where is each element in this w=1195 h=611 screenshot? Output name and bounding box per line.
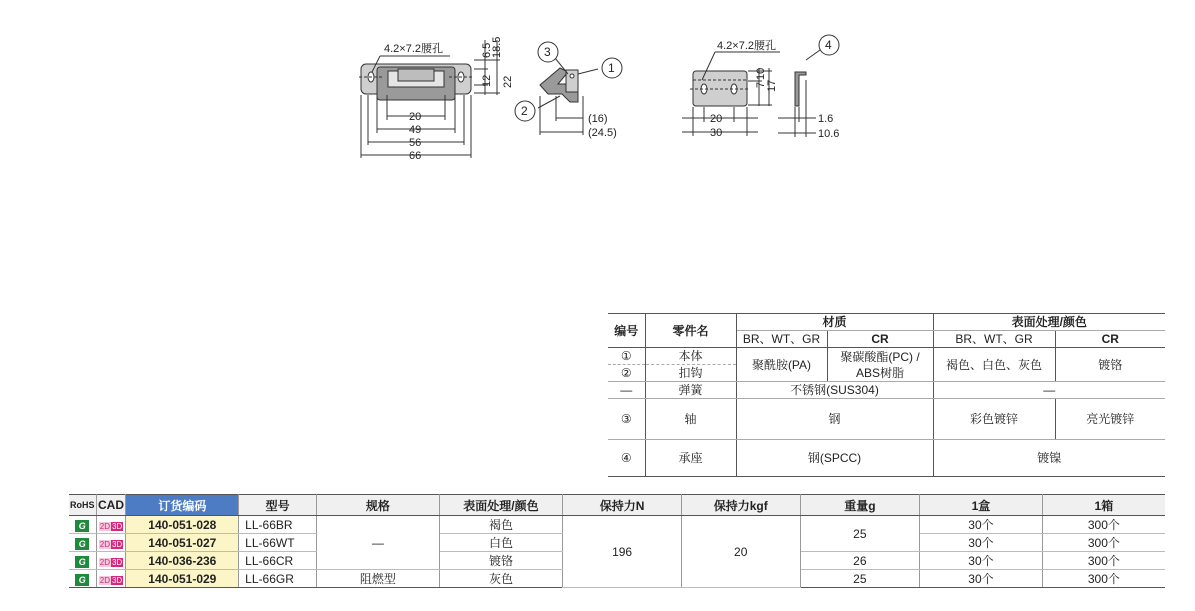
cad-3d-badge: 3D (111, 575, 123, 585)
box-qty: 30个 (920, 534, 1043, 552)
case-qty: 300个 (1042, 516, 1165, 534)
order-table (69, 494, 1165, 588)
box-qty: 30个 (920, 552, 1043, 570)
row-no: ④ (608, 440, 645, 477)
model: LL-66CR (239, 552, 317, 570)
dim-66: 66 (409, 150, 422, 162)
technical-drawing (0, 0, 1195, 200)
header-cad: CAD (96, 495, 126, 516)
model: LL-66GR (239, 570, 317, 588)
surface: 镀铬 (439, 552, 563, 570)
header-model: 型号 (239, 495, 317, 516)
row-material: 钢 (736, 399, 933, 440)
row-material: 不锈钢(SUS304) (736, 382, 933, 399)
row-surface-cr: 亮光镀锌 (1055, 399, 1165, 440)
latch-front-view (359, 64, 474, 100)
dim-6-5: 6.5 (481, 42, 493, 58)
header-surface: 表面处理/颜色 (933, 314, 1165, 331)
model: LL-66BR (239, 516, 317, 534)
header-force-kgf: 保持力kgf (681, 495, 800, 516)
row-no: — (608, 382, 645, 399)
sub-br-wt-gr: BR、WT、GR (736, 331, 827, 348)
cad-icon[interactable] (99, 575, 123, 586)
cad-3d-badge: 3D (111, 539, 123, 549)
order-code[interactable]: 140-036-236 (126, 552, 239, 570)
sub-cr-2: CR (1055, 331, 1165, 348)
row-part: 承座 (645, 440, 736, 477)
mat-pc: 聚碳酸酯(PC) / (840, 349, 920, 364)
row-surface: 镀镍 (933, 440, 1165, 477)
surface: 灰色 (439, 570, 563, 588)
header-box: 1盒 (920, 495, 1043, 516)
spec: 阻燃型 (317, 570, 440, 588)
spec: — (317, 516, 440, 570)
row-no: ③ (608, 399, 645, 440)
dim-10: 10 (755, 67, 767, 80)
dim-20: 20 (409, 111, 422, 123)
case-qty: 300个 (1042, 534, 1165, 552)
cad-3d-badge: 3D (111, 521, 123, 531)
header-case: 1箱 (1042, 495, 1165, 516)
hole-label-1: 4.2×7.2腰孔 (384, 43, 444, 55)
header-rohs: RoHS (69, 495, 96, 516)
rohs-icon: G (75, 556, 89, 568)
row-surface: 彩色镀锌 (933, 399, 1055, 440)
dim-10-6: 10.6 (818, 128, 840, 140)
dim-20b: 20 (710, 113, 723, 125)
cad-icon[interactable] (99, 557, 123, 568)
cad-3d-badge: 3D (111, 557, 123, 567)
mat-abs: ABS树脂 (855, 365, 904, 380)
hole-label-2: 4.2×7.2腰孔 (717, 40, 777, 52)
row-surface: 褐色、白色、灰色 (933, 348, 1055, 382)
dim-56: 56 (409, 137, 422, 149)
table-row (69, 516, 1165, 534)
order-code[interactable]: 140-051-029 (126, 570, 239, 588)
rohs-icon: G (75, 520, 89, 532)
callout-4: 4 (825, 38, 832, 52)
row-no: ② (608, 365, 645, 382)
row-material-cr (827, 348, 933, 382)
dim-24-5: (24.5) (588, 127, 617, 139)
row-material: 钢(SPCC) (736, 440, 933, 477)
header-weight: 重量g (800, 495, 920, 516)
weight: 25 (800, 516, 920, 552)
rohs-icon: G (75, 538, 89, 550)
cad-2d-badge: 2D (99, 539, 110, 549)
row-material: 聚酰胺(PA) (736, 348, 827, 382)
box-qty: 30个 (920, 570, 1043, 588)
callout-2: 2 (521, 104, 528, 118)
dim-22: 22 (502, 75, 514, 88)
cad-icon[interactable] (99, 539, 123, 550)
materials-table (608, 313, 1165, 477)
dim-49: 49 (409, 124, 422, 136)
header-no: 编号 (608, 314, 645, 348)
model: LL-66WT (239, 534, 317, 552)
cad-2d-badge: 2D (99, 521, 110, 531)
header-spec: 规格 (317, 495, 440, 516)
force-kgf: 20 (681, 516, 800, 588)
row-surface-cr: 镀铬 (1055, 348, 1165, 382)
header-material: 材质 (736, 314, 933, 331)
order-code[interactable]: 140-051-027 (126, 534, 239, 552)
header-force-n: 保持力N (563, 495, 682, 516)
case-qty: 300个 (1042, 552, 1165, 570)
cad-icon[interactable] (99, 521, 123, 532)
force-n: 196 (563, 516, 682, 588)
dim-17: 17 (766, 79, 778, 92)
dim-30: 30 (710, 127, 723, 139)
cad-2d-badge: 2D (99, 557, 110, 567)
weight: 25 (800, 570, 920, 588)
surface: 褐色 (439, 516, 563, 534)
cad-2d-badge: 2D (99, 575, 110, 585)
surface: 白色 (439, 534, 563, 552)
case-qty: 300个 (1042, 570, 1165, 588)
dim-1-6: 1.6 (818, 113, 834, 125)
weight: 26 (800, 552, 920, 570)
strike-front-view (690, 71, 750, 106)
dim-16: (16) (588, 113, 608, 125)
callout-1: 1 (608, 61, 615, 75)
strike-side-view (795, 72, 806, 106)
rohs-icon: G (75, 574, 89, 586)
header-surface: 表面处理/颜色 (439, 495, 563, 516)
order-code[interactable]: 140-051-028 (126, 516, 239, 534)
sub-cr: CR (827, 331, 933, 348)
row-part: 本体 (645, 348, 736, 365)
row-part: 轴 (645, 399, 736, 440)
dim-18-5: 18.5 (491, 36, 503, 58)
header-part: 零件名 (645, 314, 736, 348)
callout-3: 3 (544, 45, 551, 59)
row-part: 扣钩 (645, 365, 736, 382)
dim-12: 12 (481, 74, 493, 87)
header-code: 订货编码 (126, 495, 239, 516)
row-no: ① (608, 348, 645, 365)
row-part: 弹簧 (645, 382, 736, 399)
dim-7: 7 (755, 81, 767, 88)
row-surface: — (933, 382, 1165, 399)
sub-br-wt-gr-2: BR、WT、GR (933, 331, 1055, 348)
box-qty: 30个 (920, 516, 1043, 534)
